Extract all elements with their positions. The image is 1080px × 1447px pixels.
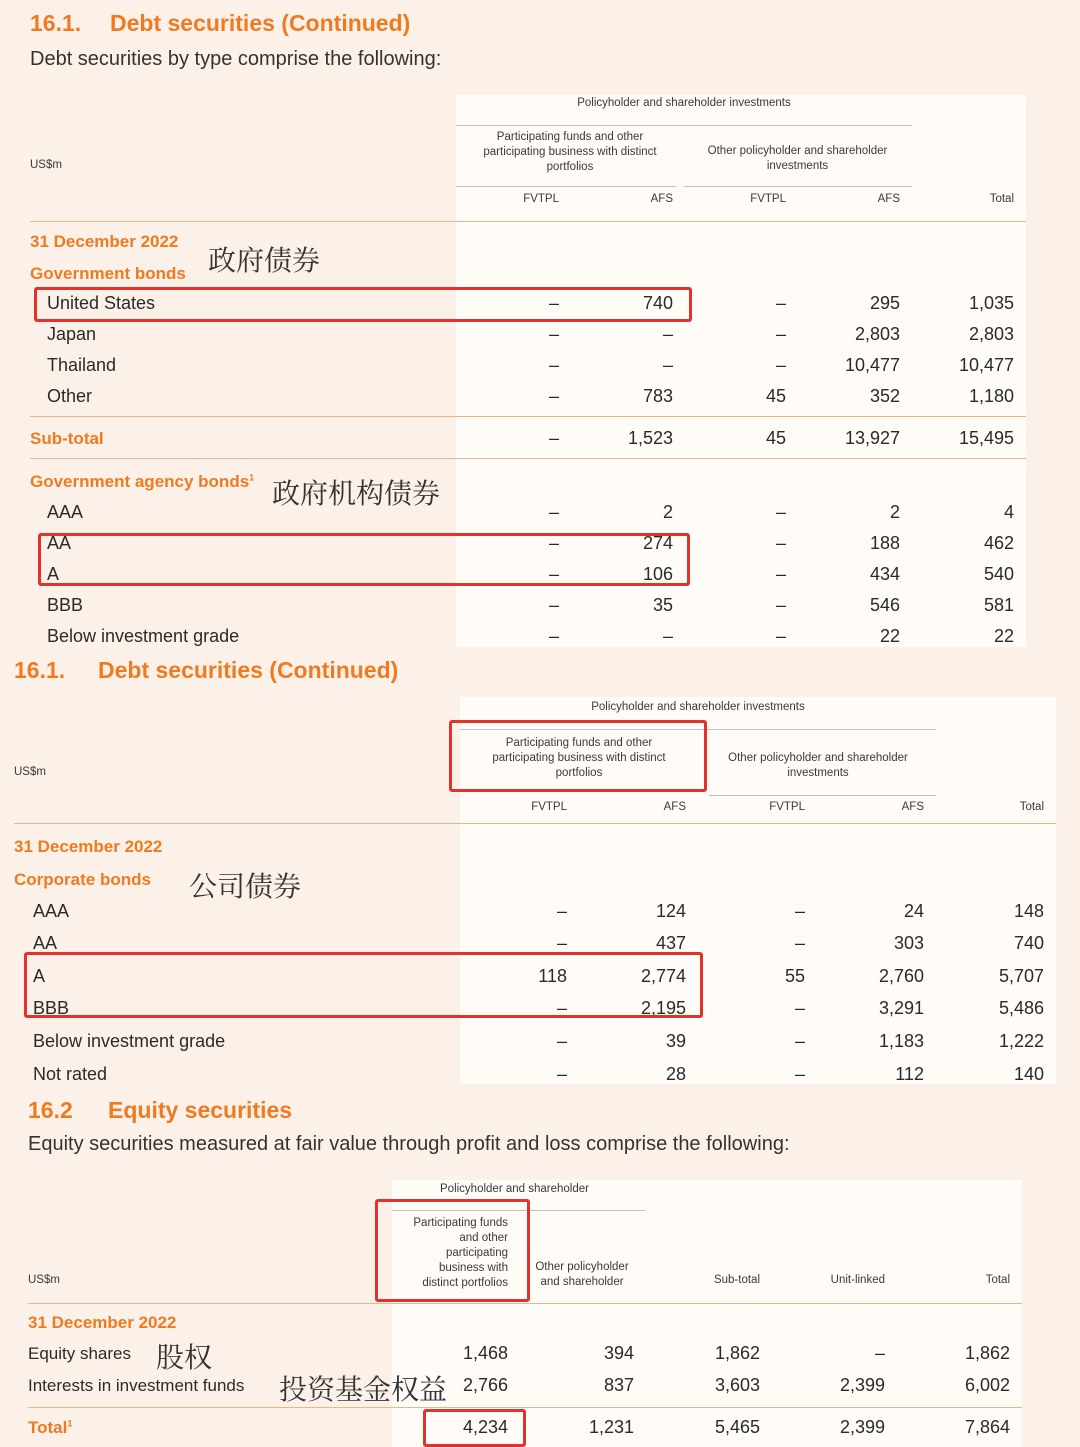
col-participating: Participating funds and other participating business with distinct portfolios <box>413 1217 508 1289</box>
cell: – <box>794 998 805 1018</box>
sub-header-rule-2 <box>684 186 912 187</box>
cell: 35 <box>652 595 673 615</box>
section-number: 16.1. <box>30 10 82 36</box>
cell: 2 <box>889 502 900 522</box>
cell: 1,183 <box>878 1031 924 1051</box>
cell: – <box>548 386 559 406</box>
sub-header-other: Other policyholder and shareholder investments <box>728 752 908 779</box>
agency-label <box>30 472 254 492</box>
cell: 462 <box>983 533 1014 553</box>
col-total: Total <box>989 193 1014 205</box>
cell: – <box>556 933 567 953</box>
agency-annotation: 政府机构债券 <box>272 477 441 510</box>
group-header: Policyholder and shareholder investments <box>591 701 805 713</box>
cell: 2 <box>662 502 673 522</box>
section-number: 16.1. <box>14 657 66 683</box>
cell: – <box>548 626 559 646</box>
date-label: 31 December 2022 <box>14 837 163 856</box>
cell: 4 <box>1003 502 1014 522</box>
header-bottom-rule <box>14 823 1056 824</box>
cell: 45 <box>765 428 786 448</box>
cell: 1,035 <box>968 293 1014 313</box>
col-fvtpl: FVTPL <box>531 801 567 813</box>
cell: 5,465 <box>714 1417 760 1437</box>
col-total: Total <box>1019 801 1044 813</box>
cell: – <box>775 626 786 646</box>
cell: 3,603 <box>714 1375 760 1395</box>
cell: 2,195 <box>640 998 686 1018</box>
row-annotation: 股权 <box>156 1341 213 1374</box>
cell: 1,231 <box>588 1417 634 1437</box>
cell: 7,864 <box>964 1417 1010 1437</box>
row-label: A <box>47 564 60 584</box>
date-label: 31 December 2022 <box>30 232 179 251</box>
cell: 45 <box>765 386 786 406</box>
unit-label: US$m <box>14 766 46 778</box>
cell: 10,477 <box>958 355 1014 375</box>
row-label: Below investment grade <box>33 1031 226 1051</box>
cell: – <box>548 355 559 375</box>
cell: – <box>548 533 559 553</box>
col-fvtpl: FVTPL <box>523 193 559 205</box>
row-label: BBB <box>33 998 70 1018</box>
row-label: Below investment grade <box>47 626 240 646</box>
section-intro: Equity securities measured at fair value through profit and loss comprise the following: <box>28 1133 790 1155</box>
section-number: 16.2 <box>28 1097 73 1123</box>
cell: 10,477 <box>844 355 900 375</box>
sub-header-participating: Participating funds and other participating business with distinct portfolios <box>483 131 657 173</box>
unit-label: US$m <box>28 1274 60 1286</box>
sub-header-other: Other policyholder and shareholder investments <box>707 145 888 172</box>
cell: – <box>548 324 559 344</box>
cell: 112 <box>895 1064 924 1084</box>
row-label: AAA <box>47 502 84 522</box>
footnote-marker: 1 <box>67 1418 73 1429</box>
row-label: BBB <box>47 595 84 615</box>
cell: – <box>775 533 786 553</box>
total-label <box>28 1418 72 1438</box>
cell: 837 <box>603 1375 634 1395</box>
highlight-box <box>38 533 690 586</box>
cell: 394 <box>603 1343 634 1363</box>
cell: 15,495 <box>958 428 1014 448</box>
highlight-box <box>375 1199 530 1302</box>
cell: 4,234 <box>462 1417 508 1437</box>
subtotal-top-rule <box>30 416 1026 417</box>
cell: 546 <box>869 595 900 615</box>
cell: 1,862 <box>964 1343 1010 1363</box>
cell: – <box>556 901 567 921</box>
cell: 303 <box>893 933 924 953</box>
cell: 2,399 <box>839 1375 885 1395</box>
cell: – <box>775 324 786 344</box>
agency-label-text: Government agency bonds <box>30 472 250 491</box>
cell: 1,468 <box>462 1343 508 1363</box>
cell: 24 <box>903 901 924 921</box>
row-label: AAA <box>33 901 70 921</box>
col-total: Total <box>985 1274 1010 1286</box>
row-label: AA <box>47 533 72 553</box>
row-label: United States <box>47 293 156 313</box>
cell: – <box>794 933 805 953</box>
col-fvtpl: FVTPL <box>750 193 786 205</box>
cell: – <box>874 1343 885 1363</box>
cell: 2,766 <box>462 1375 508 1395</box>
cell: 783 <box>642 386 673 406</box>
cell: – <box>548 293 559 313</box>
col-unit-linked: Unit-linked <box>830 1274 885 1286</box>
date-label: 31 December 2022 <box>28 1313 177 1332</box>
footnote-marker: 1 <box>249 472 255 483</box>
cell: 22 <box>879 626 900 646</box>
cell: 1,523 <box>627 428 673 448</box>
row-label: Interests in investment funds <box>28 1376 245 1395</box>
row-label: Japan <box>47 324 97 344</box>
gov-bonds-annotation: 政府债券 <box>208 244 321 277</box>
cell: 2,774 <box>640 966 686 986</box>
cell: 2,760 <box>878 966 924 986</box>
cell: 540 <box>983 564 1014 584</box>
cell: – <box>556 998 567 1018</box>
cell: 1,180 <box>968 386 1014 406</box>
highlight-box <box>34 287 692 322</box>
cell: – <box>662 324 673 344</box>
cell: – <box>775 502 786 522</box>
cell: 22 <box>993 626 1014 646</box>
cell: 1,222 <box>998 1031 1044 1051</box>
cell: 124 <box>655 901 686 921</box>
cell: 118 <box>538 966 567 986</box>
cell: 5,486 <box>998 998 1044 1018</box>
cell: 740 <box>1013 933 1044 953</box>
cell: – <box>548 595 559 615</box>
cell: 2,399 <box>839 1417 885 1437</box>
header-bottom-rule <box>30 221 1026 222</box>
cell: 581 <box>983 595 1014 615</box>
group-header: Policyholder and shareholder investments <box>577 97 791 109</box>
sub-header-rule-1 <box>456 186 676 187</box>
row-label: Thailand <box>47 355 117 375</box>
cell: 39 <box>665 1031 686 1051</box>
cell: – <box>775 564 786 584</box>
section-title: Debt securities (Continued) <box>110 10 411 36</box>
header-rule <box>456 125 912 126</box>
corp-bonds-label: Corporate bonds <box>14 870 151 889</box>
cell: 148 <box>1013 901 1044 921</box>
sub-header-rule-2 <box>709 795 936 796</box>
cell: 2,803 <box>854 324 900 344</box>
col-afs: AFS <box>901 801 924 813</box>
corp-bonds-annotation: 公司债券 <box>189 870 302 903</box>
col-other: Other policyholder and shareholder <box>535 1261 629 1288</box>
gov-bonds-label: Government bonds <box>30 264 186 283</box>
section-intro: Debt securities by type comprise the following: <box>30 48 442 70</box>
cell: 740 <box>642 293 673 313</box>
cell: 55 <box>784 966 805 986</box>
cell: – <box>775 595 786 615</box>
section-title: Debt securities (Continued) <box>98 657 399 683</box>
row-label: A <box>33 966 46 986</box>
row-label: Not rated <box>33 1064 108 1084</box>
cell: – <box>794 1031 805 1051</box>
cell: – <box>548 502 559 522</box>
cell: – <box>775 293 786 313</box>
cell: 437 <box>655 933 686 953</box>
cell: 5,707 <box>998 966 1044 986</box>
col-afs: AFS <box>877 193 900 205</box>
unit-label: US$m <box>30 159 62 171</box>
col-subtotal: Sub-total <box>713 1274 760 1286</box>
cell: – <box>662 626 673 646</box>
cell: – <box>775 355 786 375</box>
row-label: Equity shares <box>28 1344 131 1363</box>
cell: 106 <box>642 564 673 584</box>
cell: 140 <box>1013 1064 1044 1084</box>
col-afs: AFS <box>650 193 673 205</box>
col-afs: AFS <box>663 801 686 813</box>
subtotal-bottom-rule <box>30 458 1026 459</box>
cell: 274 <box>642 533 673 553</box>
row-label: Other <box>47 386 93 406</box>
section-title: Equity securities <box>108 1097 293 1123</box>
cell: – <box>794 901 805 921</box>
cell: 295 <box>869 293 900 313</box>
total-top-rule <box>28 1407 1022 1408</box>
cell: 352 <box>869 386 900 406</box>
cell: – <box>662 355 673 375</box>
cell: – <box>556 1031 567 1051</box>
cell: 3,291 <box>878 998 924 1018</box>
cell: 1,862 <box>714 1343 760 1363</box>
cell: 2,803 <box>968 324 1014 344</box>
cell: 434 <box>869 564 900 584</box>
highlight-box <box>24 952 703 1018</box>
highlight-box <box>423 1409 526 1447</box>
row-annotation: 投资基金权益 <box>279 1373 448 1406</box>
cell: – <box>556 1064 567 1084</box>
sub-header-participating: Participating funds and other participating business with distinct portfolios <box>492 737 666 779</box>
cell: – <box>794 1064 805 1084</box>
col-fvtpl: FVTPL <box>769 801 805 813</box>
cell: 13,927 <box>844 428 900 448</box>
cell: 6,002 <box>964 1375 1010 1395</box>
cell: – <box>548 428 559 448</box>
highlight-box <box>449 720 707 792</box>
row-label: AA <box>33 933 58 953</box>
cell: – <box>548 564 559 584</box>
total-label-text: Total <box>28 1418 68 1437</box>
subtotal-label: Sub-total <box>30 429 104 448</box>
cell: 28 <box>665 1064 686 1084</box>
group-header: Policyholder and shareholder <box>440 1183 589 1195</box>
header-bottom-rule <box>28 1303 1022 1304</box>
cell: 188 <box>869 533 900 553</box>
